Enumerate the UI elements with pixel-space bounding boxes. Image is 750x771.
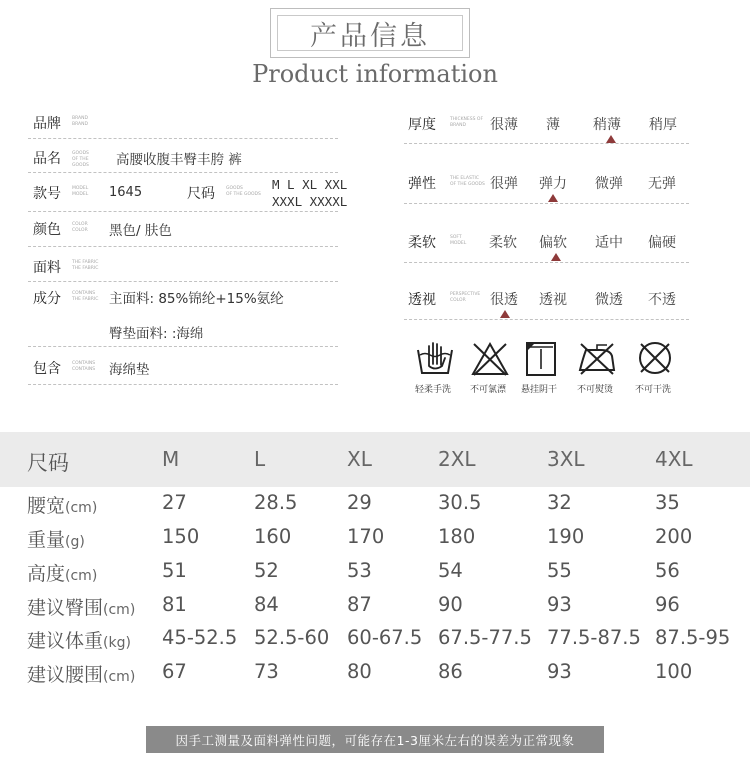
info-sub-composition	[72, 291, 106, 303]
divider	[28, 211, 338, 212]
info-value-name: 高腰收腹丰臀丰胯 裤	[116, 152, 242, 168]
attr-option: 很弹	[490, 176, 518, 192]
attr-sub-line: COLOR	[450, 298, 466, 303]
table-cell: 160	[254, 525, 292, 548]
info-sub-color	[72, 222, 106, 234]
attr-option: 偏硬	[648, 235, 676, 251]
divider	[404, 203, 689, 204]
attr-sub-line: PERSPECTIVE	[450, 292, 481, 297]
row-label-text: 重量	[27, 529, 66, 551]
info-label-composition: 成分	[33, 291, 61, 307]
table-cell: 67	[162, 660, 187, 683]
table-row-label	[27, 660, 135, 687]
table-cell: 52.5-60	[254, 626, 330, 649]
table-cell: 60-67.5	[347, 626, 423, 649]
table-cell: 54	[438, 559, 463, 582]
info-label-brand: 品牌	[33, 116, 61, 132]
info-value-pad-fabric: 臀垫面料: :海绵	[109, 326, 204, 342]
divider	[28, 281, 338, 282]
selection-marker	[548, 194, 558, 202]
page-title: 产品信息	[277, 15, 463, 51]
care-caption: 悬挂阴干	[521, 385, 558, 395]
info-label-includes: 包含	[33, 361, 61, 377]
attr-label-transparency: 透视	[408, 292, 436, 308]
attr-sub-line: SOFT	[450, 235, 462, 240]
info-sub-includes	[72, 361, 106, 373]
table-cell: 170	[347, 525, 385, 548]
care-caption: 不可干洗	[635, 385, 672, 395]
info-sub-line: COLOR	[72, 222, 88, 227]
row-label-unit: (g)	[65, 534, 85, 550]
row-label-unit: (kg)	[103, 635, 131, 651]
row-label-text: 建议腰围	[27, 664, 104, 686]
info-sub-line: OF THE GOODS	[72, 157, 89, 168]
attr-option: 稍薄	[593, 117, 621, 133]
row-label-text: 建议体重	[27, 630, 104, 652]
divider	[28, 384, 338, 385]
table-cell: 51	[162, 559, 187, 582]
table-cell: 32	[547, 491, 572, 514]
table-row-label	[27, 491, 97, 518]
selection-marker	[500, 310, 510, 318]
attr-label-softness: 柔软	[408, 235, 436, 251]
size-header: 4XL	[655, 447, 693, 471]
info-sub-model	[72, 186, 106, 198]
info-sub-line: THE FABRIC	[72, 266, 99, 271]
info-value-includes: 海绵垫	[109, 362, 150, 378]
title-frame	[270, 8, 470, 58]
info-value-size-1: M L XL XXL	[272, 177, 348, 192]
selection-marker	[551, 253, 561, 261]
attr-label-thickness: 厚度	[408, 117, 436, 133]
table-row-label	[27, 525, 85, 552]
info-sub-line: GOODS	[226, 186, 243, 191]
info-sub-name	[72, 151, 106, 169]
table-cell: 30.5	[438, 491, 482, 514]
info-label-color: 颜色	[33, 222, 61, 238]
table-cell: 87.5-95	[655, 626, 731, 649]
info-value-model: 1645	[109, 185, 143, 200]
care-caption: 不可氯漂	[470, 385, 507, 395]
care-caption: 不可熨烫	[577, 385, 614, 395]
table-cell: 87	[347, 593, 372, 616]
info-value-color: 黑色/ 肤色	[109, 223, 172, 239]
attr-option: 透视	[539, 292, 567, 308]
table-cell: 190	[547, 525, 585, 548]
attr-option: 不透	[648, 292, 676, 308]
table-cell: 73	[254, 660, 279, 683]
attr-option: 稍厚	[649, 117, 677, 133]
info-sub-line: MODEL	[72, 192, 89, 197]
table-cell: 29	[347, 491, 372, 514]
size-header-label: 尺码	[27, 451, 69, 475]
row-label-text: 高度	[27, 563, 66, 585]
info-sub-line: CONTAINS	[72, 361, 96, 366]
info-sub-line: OF THE GOODS	[226, 192, 261, 197]
divider	[404, 262, 689, 263]
table-cell: 55	[547, 559, 572, 582]
table-cell: 56	[655, 559, 680, 582]
attr-option: 偏软	[539, 235, 567, 251]
table-cell: 200	[655, 525, 693, 548]
page-subtitle: Product information	[252, 60, 498, 88]
info-label-fabric: 面料	[33, 260, 61, 276]
info-sub-brand	[72, 116, 106, 128]
attr-label-elasticity: 弹性	[408, 176, 436, 192]
table-cell: 100	[655, 660, 693, 683]
info-sub-line: BRAND	[72, 116, 88, 121]
divider	[28, 138, 338, 139]
table-cell: 67.5-77.5	[438, 626, 532, 649]
table-cell: 45-52.5	[162, 626, 238, 649]
info-label-size: 尺码	[187, 186, 215, 202]
table-row-label	[27, 559, 97, 586]
size-header: XL	[347, 447, 372, 471]
table-cell: 28.5	[254, 491, 298, 514]
attr-sub-softness	[450, 235, 490, 247]
table-cell: 150	[162, 525, 200, 548]
no-dry-clean-icon	[635, 340, 675, 376]
info-label-name: 品名	[33, 151, 61, 167]
table-cell: 93	[547, 660, 572, 683]
info-sub-line: BRAND	[72, 122, 88, 127]
attr-option: 微弹	[595, 176, 623, 192]
divider	[404, 143, 689, 144]
divider	[28, 346, 338, 347]
info-value-composition: 主面料: 85%锦纶+15%氨纶	[109, 291, 284, 307]
attr-option: 很薄	[490, 117, 518, 133]
info-value-size-2: XXXL XXXXL	[272, 194, 348, 209]
table-cell: 180	[438, 525, 476, 548]
table-cell: 96	[655, 593, 680, 616]
table-cell: 35	[655, 491, 680, 514]
table-cell: 80	[347, 660, 372, 683]
size-header: M	[162, 447, 180, 471]
row-label-unit: (cm)	[65, 500, 98, 516]
attr-option: 微透	[595, 292, 623, 308]
info-sub-fabric	[72, 260, 106, 272]
table-cell: 52	[254, 559, 279, 582]
info-sub-line: MODEL	[72, 186, 89, 191]
info-label-model: 款号	[33, 186, 61, 202]
table-cell: 86	[438, 660, 463, 683]
care-caption: 轻柔手洗	[415, 385, 452, 395]
info-sub-size	[226, 186, 270, 198]
attr-option: 无弹	[648, 176, 676, 192]
attr-sub-line: THE ELASTIC	[450, 176, 480, 181]
row-label-unit: (cm)	[103, 602, 136, 618]
table-cell: 90	[438, 593, 463, 616]
table-cell: 53	[347, 559, 372, 582]
attr-option: 柔软	[489, 235, 517, 251]
divider	[28, 246, 338, 247]
table-row-label	[27, 593, 135, 620]
attr-option: 薄	[546, 117, 560, 133]
table-row-label	[27, 626, 131, 653]
attr-sub-line: MODEL	[450, 241, 467, 246]
table-cell: 81	[162, 593, 187, 616]
selection-marker	[606, 135, 616, 143]
info-sub-line: CONTAINS	[72, 291, 96, 296]
table-cell: 27	[162, 491, 187, 514]
row-label-text: 建议臀围	[27, 597, 104, 619]
divider	[404, 319, 689, 320]
hand-wash-icon	[415, 340, 455, 376]
attr-option: 很透	[490, 292, 518, 308]
attr-option: 弹力	[539, 176, 567, 192]
attr-sub-transparency	[450, 292, 490, 304]
size-table-header-band	[0, 432, 750, 487]
hang-dry-shade-icon	[521, 341, 561, 377]
attr-sub-line: OF THE GOODS	[450, 182, 485, 187]
attr-sub-elasticity	[450, 176, 490, 188]
attr-sub-line: BRAND	[450, 123, 466, 128]
row-label-text: 腰宽	[27, 495, 66, 517]
no-iron-icon	[577, 340, 617, 376]
row-label-unit: (cm)	[103, 669, 136, 685]
size-header: 2XL	[438, 447, 476, 471]
attr-sub-thickness	[450, 117, 490, 129]
row-label-unit: (cm)	[65, 568, 98, 584]
table-cell: 77.5-87.5	[547, 626, 641, 649]
info-sub-line: CONTAINS	[72, 367, 96, 372]
divider	[28, 172, 338, 173]
table-cell: 93	[547, 593, 572, 616]
size-header: 3XL	[547, 447, 585, 471]
attr-option: 适中	[595, 235, 623, 251]
measurement-note: 因手工测量及面料弹性问题，可能存在1-3厘米左右的误差为正常现象	[146, 726, 604, 753]
info-sub-line: THE FABRIC	[72, 297, 99, 302]
no-bleach-icon	[470, 341, 510, 377]
table-cell: 84	[254, 593, 279, 616]
size-header: L	[254, 447, 266, 471]
info-sub-line: GOODS	[72, 151, 89, 156]
attr-sub-line: THICKNESS OF	[450, 117, 484, 122]
info-sub-line: COLOR	[72, 228, 88, 233]
info-sub-line: THE FABRIC	[72, 260, 99, 265]
